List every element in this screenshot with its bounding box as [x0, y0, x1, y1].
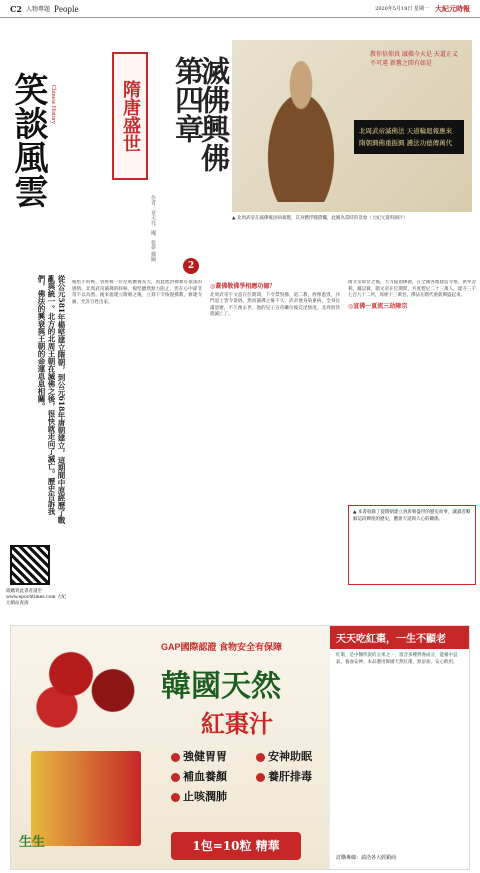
paragraph: 楊堅小時候，曾經被一位尼姑撫養長大，因此他對佛教有很深的感情。北周武帝滅佛的時候，楊堅雖然無力阻止，但在心中卻非常不以為然。後來他建立隋朝之後，立刻下令恢復佛教，修建寺廟，允許百姓出家。 — [72, 280, 202, 305]
qr-caption: 欲購買此書者請至 www.epochtimes.com 大紀元網站查詢 — [6, 589, 66, 606]
ad-feature: 養肝排毒 — [256, 768, 312, 784]
newspaper-brand: 大紀元時報 — [435, 3, 470, 13]
subhead: ◎宣佛一夏流三劫障宗 — [348, 302, 408, 310]
section-name: 人物專題 — [25, 6, 50, 13]
series-english-label: Chinese History — [50, 85, 56, 124]
dynasty-tag: 隋唐盛世 — [112, 52, 148, 180]
ad-feature: 止咳潤肺 — [171, 788, 227, 804]
ad-info-panel — [329, 626, 469, 869]
qr-code-icon[interactable] — [10, 545, 50, 585]
illustration-caption: ▲ 北周武帝在滅佛後因病暴斃，其身體浮腫潰爛，此圖為當時的景象（大紀元資料圖片） — [232, 216, 408, 221]
bullet-icon — [171, 773, 180, 782]
poem-box: 北周武帝滅佛法 天道輪迴報應來 隋朝興佛重振興 護法功德傳萬代 — [354, 120, 464, 154]
product-boxes-image — [31, 751, 141, 846]
ad-product-name: 紅棗汁 — [201, 709, 273, 738]
chapter-label: 第四章 — [171, 56, 205, 143]
ad-certification: GAP國際認證 食物安全有保障 — [161, 642, 283, 652]
ad-title: 韓國天然 — [161, 669, 281, 704]
article-column-1 — [72, 280, 202, 620]
poem-top: 教你信仰真 滅佛今天是 天道正义不可違 新舊之間有如是 — [370, 51, 458, 67]
advertisement[interactable] — [10, 625, 470, 870]
ad-info-text: 紅棗，是中醫所說的五果之一，富含多種營養成分，能補中益氣、養血安神。本品選用韓國天然紅棗，無添加，安心飲用。 — [336, 653, 458, 665]
paragraph: 北周武帝宇文邕在位期間，下令禁毀佛、道二教，經像悉毀，沙門道士皆令還俗。然而滅佛之後不久，武帝便身染重病，全身長滿惡瘡，不久便去世。他的兒子宣帝繼位後荒淫無度，北周很快就滅亡了。 — [210, 292, 340, 318]
bullet-icon — [256, 753, 265, 762]
issue-date: 2020年5月18日 星期一 — [375, 6, 429, 12]
series-sidebar — [6, 25, 66, 610]
ad-promo-badge: 1包=10粒 精華 — [171, 832, 301, 860]
article-column-2 — [210, 280, 340, 620]
lead-paragraph: 從公元581年楊堅建立隋朝，到公元618年唐朝建立，這期間中原經歷了戰亂與統一。北方的北周王朝在滅佛之後，很快就走向了滅亡。歷史告訴我們，佛法的興衰與王朝的命運息息相關。 — [37, 275, 66, 524]
ad-feature: 強健胃胃 — [171, 748, 227, 764]
ad-feature: 補血養顏 — [171, 768, 227, 784]
part-number-badge: 2 — [183, 258, 199, 274]
chapter-title: 滅佛興佛 — [197, 56, 231, 172]
section-english: People — [53, 3, 79, 14]
bullet-icon — [171, 753, 180, 762]
bullet-icon — [171, 793, 180, 802]
paragraph: 隋文帝即位之後，大力提倡佛教，在全國各地建造寺塔，供奉舍利。據記載，隋文帝在位期間，共度僧尼二十三萬人，建寺三千七百九十二所，寫經十三萬卷。佛法在隋代重新興盛起來。 — [348, 280, 476, 299]
byline: 作者：章天亮、國、張夢 插圖 — [150, 195, 156, 262]
illustration — [232, 40, 472, 212]
ad-contact: 訂購專線：請洽各大經銷商 — [336, 855, 397, 861]
ad-brand-logo: 生生 — [19, 835, 46, 850]
bullet-icon — [256, 773, 265, 782]
page-number: C2 — [10, 3, 22, 14]
monk-figure-image — [246, 52, 356, 202]
jujube-image — [15, 630, 155, 740]
page-header — [0, 0, 480, 18]
ad-info-heading: 天天吃紅棗，一生不顯老 — [330, 626, 469, 649]
series-logo: 笑談風雲 — [8, 72, 48, 208]
subhead: ◎蓋佛敬佛爭相應功德？ — [210, 283, 276, 290]
ad-feature: 安神助眠 — [256, 748, 312, 764]
book-info-box: ▲ 本書收錄了從隋朝建立到唐朝盛世的歷史故事，讓讀者瞭解這段輝煌的歷史，體會天道與人心的關係。 — [348, 505, 476, 585]
